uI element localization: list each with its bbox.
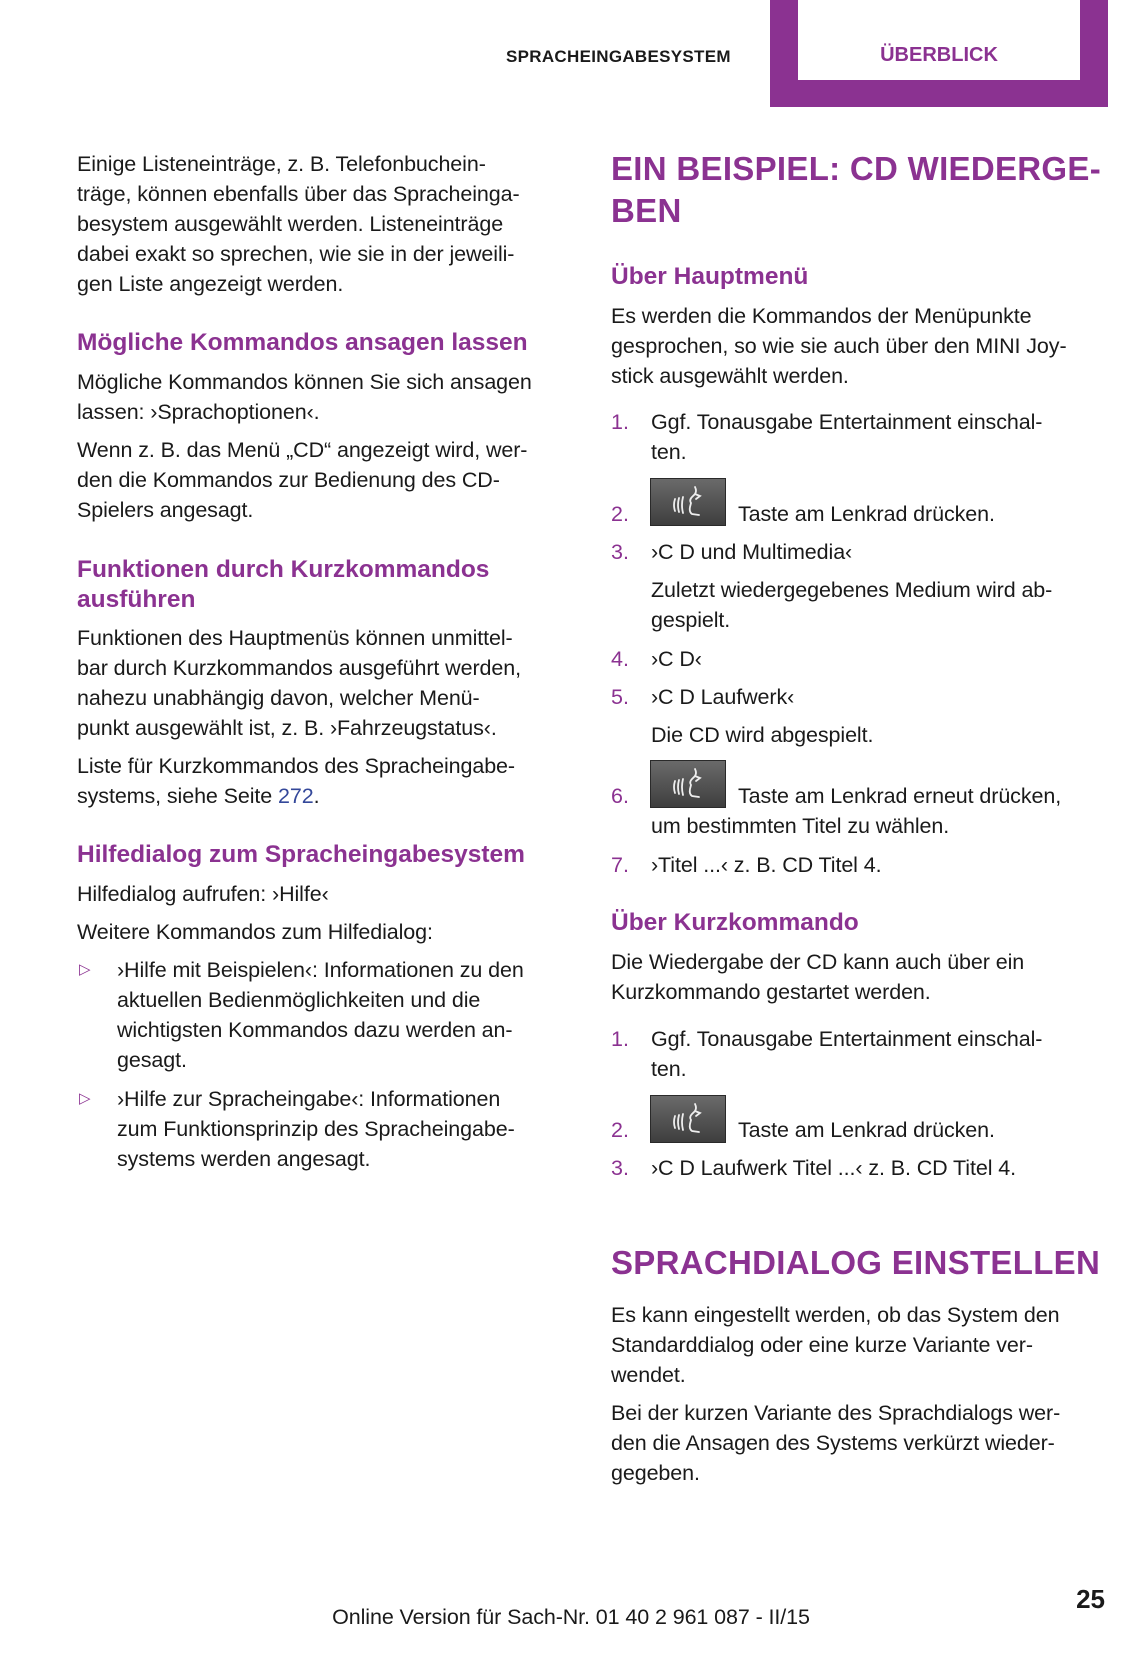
chapter-title: ÜBERBLICK <box>880 44 998 66</box>
heading-hauptmenue: Über Hauptmenü <box>611 263 809 290</box>
paragraph: Weitere Kommandos zum Hilfedialog: <box>77 920 433 944</box>
paragraph: Mögliche Kommandos können Sie sich ansagen lassen: ›Sprachoptionen‹. <box>77 370 532 424</box>
voice-button-icon <box>650 478 726 526</box>
step-text: ›C D und Multimedia‹ <box>651 540 853 564</box>
heading-hilfedialog: Hilfedialog zum Spracheingabesystem <box>77 841 525 868</box>
chapter-tab-inner <box>798 0 1080 80</box>
text: . <box>313 784 320 808</box>
step-text: Ggf. Tonausgabe Entertainment einschal- ten. <box>651 410 1043 464</box>
text: Liste für Kurzkommandos des Spracheingabe- systems, siehe Seite <box>77 754 515 808</box>
step-text: ›Titel ...‹ z. B. CD Titel 4. <box>651 853 882 877</box>
heading-kurzkommando: Über Kurzkommando <box>611 909 859 936</box>
heading-moegliche-kommandos: Mögliche Kommandos ansagen lassen <box>77 329 528 356</box>
step-text: ›C D Laufwerk‹ <box>651 685 795 709</box>
voice-button-icon <box>650 1095 726 1143</box>
step-number: 1. <box>611 1027 629 1051</box>
step-number: 2. <box>611 1118 629 1142</box>
heading-sprachdialog-einstellen: SPRACHDIALOG EINSTELLEN <box>611 1244 1101 1281</box>
step-number: 7. <box>611 853 629 877</box>
footer-text: Online Version für Sach-Nr. 01 40 2 961 087 - II/15 <box>332 1605 810 1629</box>
step-number: 6. <box>611 784 629 808</box>
step-text: Taste am Lenkrad drücken. <box>738 1118 995 1142</box>
paragraph: Bei der kurzen Variante des Sprachdialogs wer- den die Ansagen des Systems verkürzt wieder- gegeben. <box>611 1401 1061 1485</box>
bullet-item: ›Hilfe zur Spracheingabe‹: Informationen zum Funktionsprinzip des Spracheingabe- systems werden angesagt. <box>117 1087 515 1171</box>
step-text: Taste am Lenkrad drücken. <box>738 502 995 526</box>
heading-cd-wiedergeben: EIN BEISPIEL: CD WIEDERGE- BEN <box>611 150 1102 229</box>
paragraph <box>77 751 515 811</box>
paragraph: Es kann eingestellt werden, ob das System den Standarddialog oder eine kurze Variante ver- wendet. <box>611 1303 1060 1387</box>
step-number: 2. <box>611 502 629 526</box>
bullet-item: ›Hilfe mit Beispielen‹: Informationen zu den aktuellen Bedienmöglichkeiten und die wichtigsten Kommandos dazu werden an- gesagt. <box>117 958 524 1072</box>
step-note: Die CD wird abgespielt. <box>651 723 874 747</box>
voice-button-icon <box>650 760 726 808</box>
step-text: Taste am Lenkrad erneut drücken, <box>738 784 1062 808</box>
bullet-icon: ▷ <box>79 1090 91 1107</box>
step-text: ›C D‹ <box>651 647 702 671</box>
step-text: ›C D Laufwerk Titel ...‹ z. B. CD Titel 4. <box>651 1156 1016 1180</box>
paragraph: Wenn z. B. das Menü „CD“ angezeigt wird, wer- den die Kommandos zur Bedienung des CD- Spielers angesagt. <box>77 438 528 522</box>
step-text: Ggf. Tonausgabe Entertainment einschal- ten. <box>651 1027 1043 1081</box>
step-number: 5. <box>611 685 629 709</box>
section-title: SPRACHEINGABESYSTEM <box>506 47 731 66</box>
page-link[interactable]: 272 <box>278 784 314 808</box>
paragraph: Es werden die Kommandos der Menüpunkte gesprochen, so wie sie auch über den MINI Joy- stick ausgewählt werden. <box>611 304 1067 388</box>
bullet-icon: ▷ <box>79 961 91 978</box>
paragraph: Hilfedialog aufrufen: ›Hilfe‹ <box>77 882 329 906</box>
paragraph: Die Wiedergabe der CD kann auch über ein Kurzkommando gestartet werden. <box>611 950 1025 1004</box>
paragraph: Funktionen des Hauptmenüs können unmittel- bar durch Kurzkommandos ausgeführt werden, nahezu unabhängig davon, welcher Menü- punkt ausgewählt ist, z. B. ›Fahrzeugstatus‹. <box>77 626 521 740</box>
intro-paragraph: Einige Listeneinträge, z. B. Telefonbuchein- träge, können ebenfalls über das Spracheinga- besystem ausgewählt werden. Listeneinträge dabei exakt so sprechen, wie sie in der jeweili- gen Liste angezeigt werden. <box>77 152 520 296</box>
heading-funktionen-kurzkommandos: Funktionen durch Kurzkommandos ausführen <box>77 556 490 613</box>
page-number: 25 <box>1076 1584 1105 1614</box>
step-number: 4. <box>611 647 629 671</box>
step-text-cont: um bestimmten Titel zu wählen. <box>651 814 950 838</box>
step-note: Zuletzt wiedergegebenes Medium wird ab- gespielt. <box>651 578 1053 632</box>
step-number: 1. <box>611 410 629 434</box>
step-number: 3. <box>611 1156 629 1180</box>
step-number: 3. <box>611 540 629 564</box>
